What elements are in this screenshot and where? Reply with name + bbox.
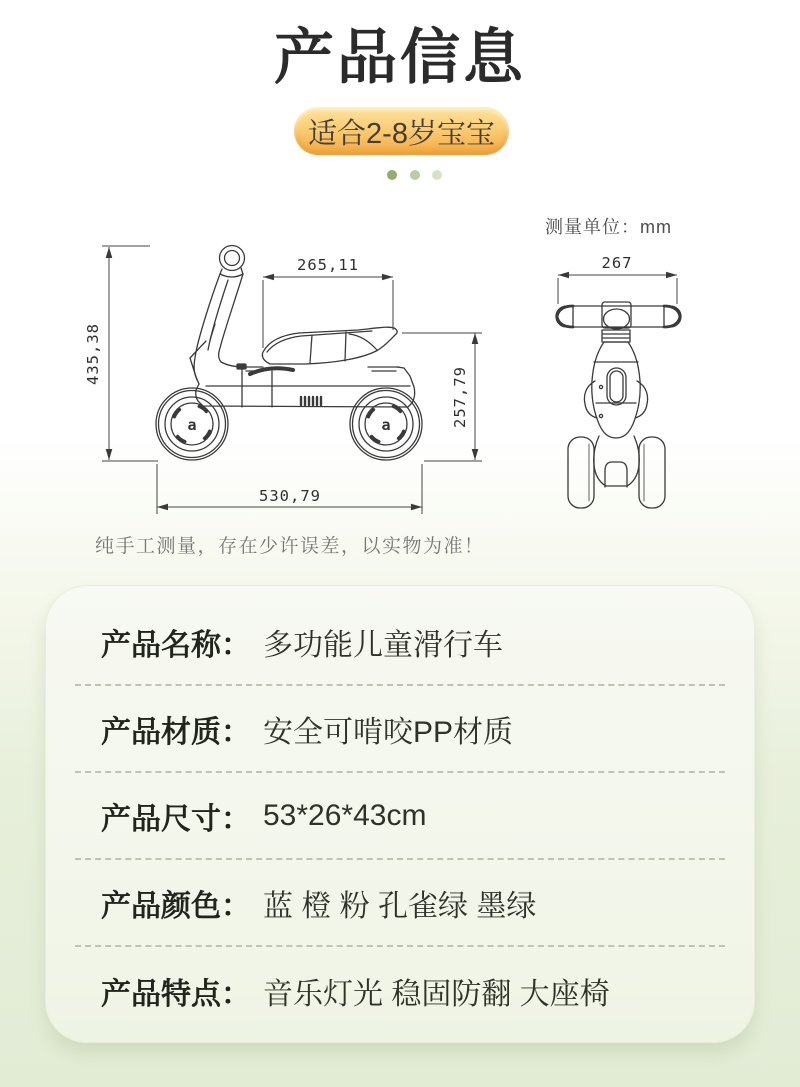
dim-total-height: 435,38 bbox=[84, 323, 102, 385]
side-view-drawing bbox=[156, 246, 422, 461]
spec-label: 产品特点： bbox=[101, 977, 251, 1011]
dim-front-width: 267 bbox=[601, 254, 633, 272]
spec-value: 53*26*43cm bbox=[263, 798, 427, 832]
spec-value: 多功能儿童滑行车 bbox=[263, 628, 503, 662]
spec-label: 产品尺寸： bbox=[101, 802, 251, 836]
pagination-dots bbox=[386, 169, 444, 181]
measurement-unit-note: 测量单位：mm bbox=[545, 217, 672, 237]
spec-value: 安全可啃咬PP材质 bbox=[263, 715, 514, 749]
manual-measure-disclaimer: 纯手工测量，存在少许误差，以实物为准！ bbox=[95, 536, 485, 557]
rear-hub-logo: a bbox=[381, 416, 391, 434]
dot-1 bbox=[387, 170, 397, 180]
deck-clip bbox=[237, 364, 246, 369]
dot-3 bbox=[432, 170, 442, 180]
spec-row-features bbox=[75, 947, 725, 1034]
technical-drawing bbox=[0, 240, 800, 535]
front-wheel bbox=[156, 388, 228, 460]
page-title: 产品信息 bbox=[274, 24, 526, 91]
seat bbox=[262, 327, 397, 364]
front-view-left-wheel bbox=[568, 437, 594, 508]
front-view-right-wheel bbox=[639, 437, 665, 508]
front-body bbox=[592, 342, 640, 438]
age-range-badge bbox=[294, 107, 509, 155]
dim-total-length: 530,79 bbox=[259, 487, 321, 505]
steering-column bbox=[194, 274, 220, 384]
product-spec-card bbox=[45, 585, 755, 1043]
dim-seat-height: 257,79 bbox=[451, 366, 469, 428]
front-view-dimensions bbox=[558, 275, 677, 304]
spec-row-name bbox=[75, 599, 725, 686]
speaker-grille bbox=[301, 397, 321, 405]
spec-value: 音乐灯光 稳固防翻 大座椅 bbox=[263, 977, 610, 1011]
age-range-badge-label: 适合2-8岁宝宝 bbox=[308, 117, 495, 150]
front-view-drawing bbox=[556, 302, 681, 508]
spec-row-material bbox=[75, 686, 725, 773]
spec-row-color bbox=[75, 860, 725, 947]
dim-seat-length: 265,11 bbox=[297, 256, 359, 274]
spec-label: 产品名称： bbox=[101, 628, 251, 662]
spec-label: 产品材质： bbox=[101, 715, 251, 749]
handle-grip bbox=[220, 246, 245, 271]
side-view-dimensions bbox=[102, 246, 482, 514]
spec-row-size bbox=[75, 773, 725, 860]
dot-2 bbox=[410, 170, 420, 180]
front-hub-logo: a bbox=[187, 416, 197, 434]
rear-wheel bbox=[350, 388, 422, 460]
spec-value: 蓝 橙 粉 孔雀绿 墨绿 bbox=[263, 889, 537, 923]
spec-label: 产品颜色： bbox=[101, 889, 251, 923]
